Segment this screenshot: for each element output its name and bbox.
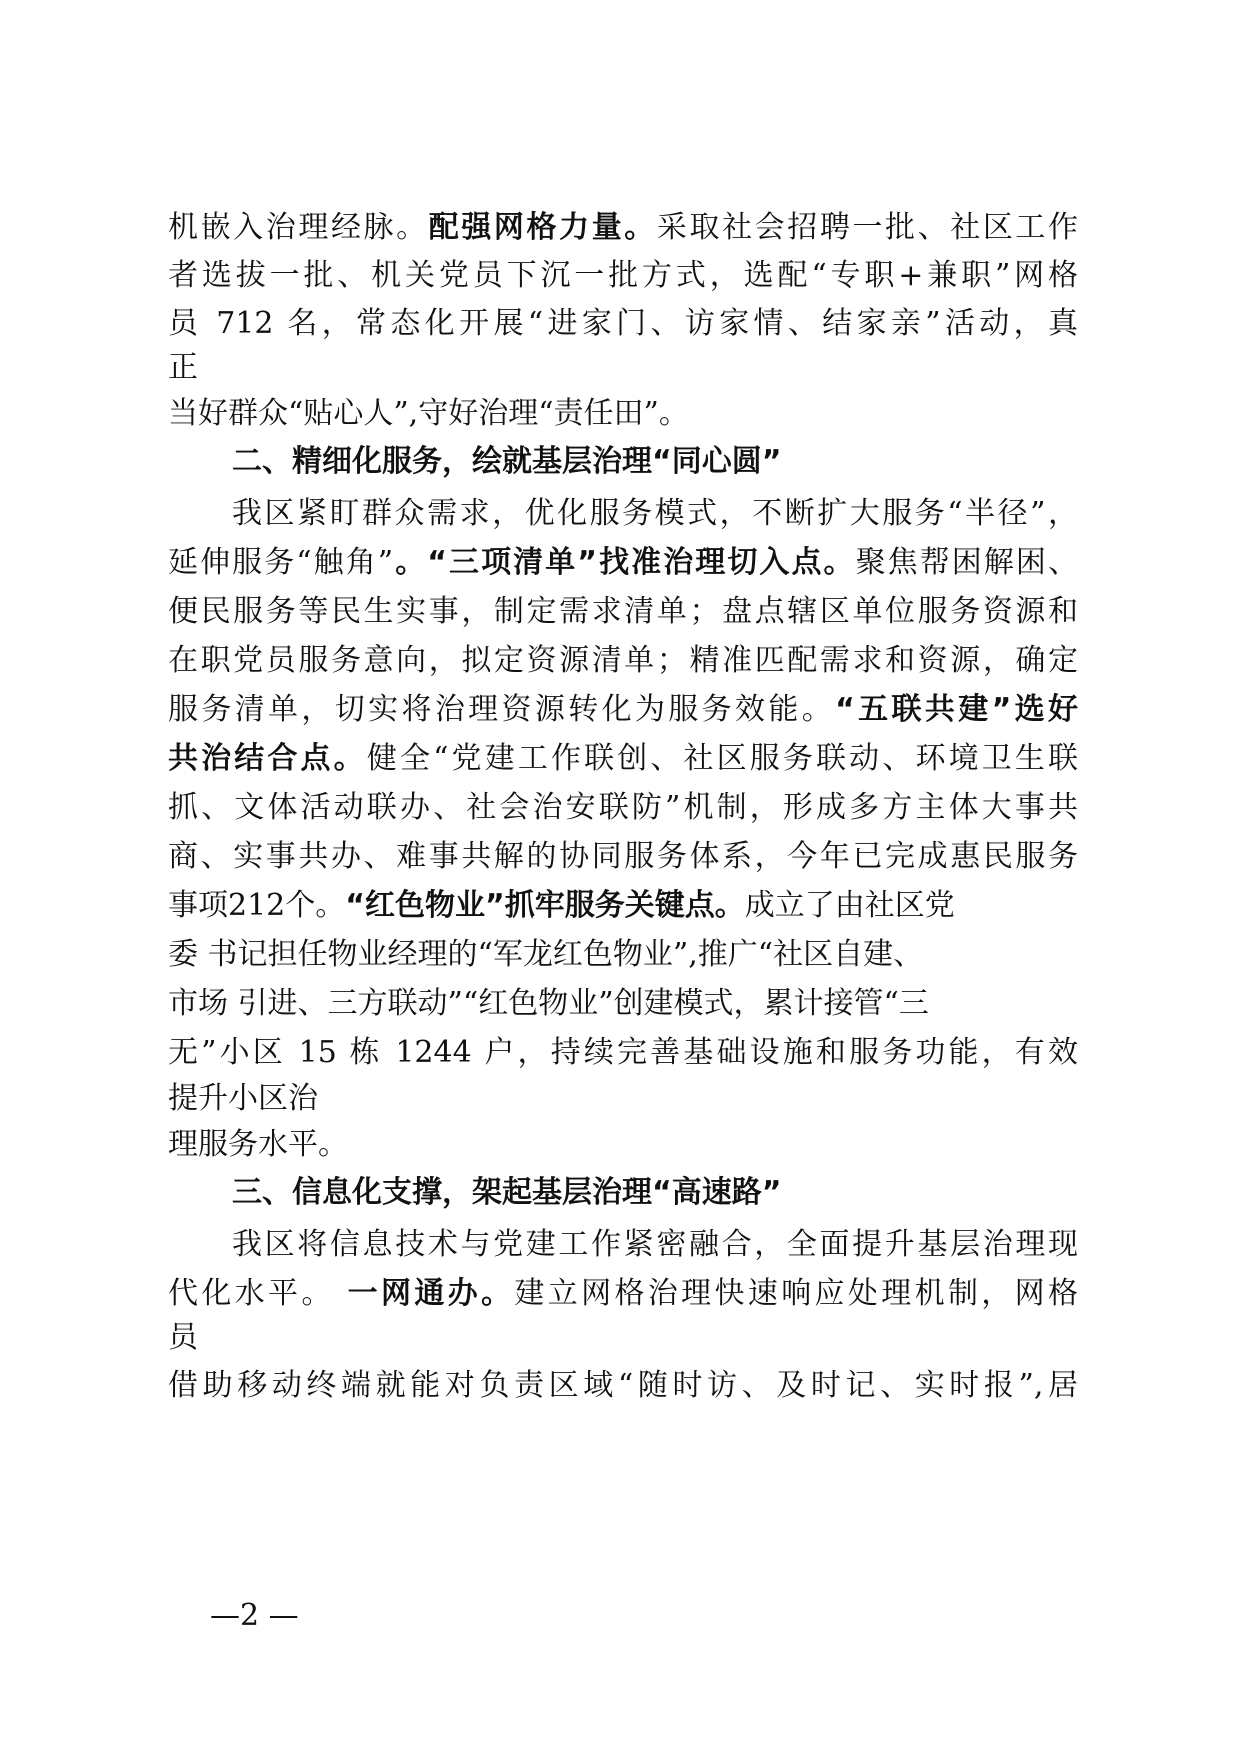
body-line [168,388,1078,440]
text-run: 正 [168,350,198,385]
body-line [168,1360,1078,1412]
body-line [168,880,1078,932]
text-run: 商、实事共办、难事共解的协同服务体系，今年已完成惠民服务 [168,839,1078,874]
text-run: 无”小区 15 栋 1244 户，持续完善基础设施和服务功能，有效 [168,1035,1078,1070]
body-line [168,978,1078,1030]
text-run: 委 书记担任物业经理的“军龙红色物业”,推广“社区自建、 [168,937,924,972]
body-line [168,782,1078,834]
text-run: 延伸服务“触角” [168,545,394,580]
text-run: 员 712 名，常态化开展“进家门、访家情、结家亲”活动，真 [168,306,1078,341]
text-run: 聚焦帮困解困、 [855,545,1078,580]
text-run: 机嵌入治理经脉。 [168,210,429,245]
body-line [168,733,1078,785]
body-line [168,1312,1078,1364]
body-line [168,1119,1078,1171]
body-line [168,586,1078,638]
bold-run: 一网通办。 [347,1276,515,1311]
body-line [168,250,1078,302]
text-run: 借助移动终端就能对负责区域“随时访、及时记、实时报”,居 [168,1368,1078,1403]
text-run: 代化水平。 [168,1276,348,1311]
body-line [168,929,1078,981]
body-line [232,1219,1078,1271]
body-line [168,635,1078,687]
text-run: 健全“党建工作联创、社区服务联动、环境卫生联 [366,741,1078,776]
section-heading-3: 三、信息化支撑，架起基层治理“高速路” [232,1175,782,1210]
text-run: 便民服务等民生实事，制定需求清单；盘点辖区单位服务资源和 [168,594,1078,629]
bold-run: “五联共建”选好 [835,692,1078,727]
text-run: 抓、文体活动联办、社会治安联防”机制，形成多方主体大事共 [168,790,1078,825]
bold-run: 共治结合点。 [168,741,367,776]
text-run: 成立了由社区党 [744,888,955,923]
body-line [168,1027,1078,1079]
body-line [168,342,1078,394]
body-line [168,202,1078,254]
text-run: 采取社会招聘一批、社区工作 [656,210,1078,245]
body-line [168,831,1078,883]
text-run: 员 [168,1320,198,1355]
text-run: 在职党员服务意向，拟定资源清单；精准匹配需求和资源，确定 [168,643,1078,678]
body-line [232,488,1078,540]
bold-run: 配强网格力量。 [428,210,657,245]
body-line [168,1073,1078,1125]
text-run: 我区紧盯群众需求，优化服务模式，不断扩大服务“半径”， [232,496,1078,531]
body-line [168,684,1078,736]
text-run: 当好群众“贴心人”,守好治理“责任田”。 [168,396,689,431]
section-heading-2: 二、精细化服务，绘就基层治理“同心圆” [232,444,782,479]
text-run: 理服务水平。 [168,1127,348,1162]
bold-run: “红色物业”抓牢服务关键点。 [345,888,745,923]
text-run: 事项212个。 [168,888,346,923]
text-run: 提升小区治 [168,1081,318,1116]
body-line [168,537,1078,589]
text-run: 者选拔一批、机关党员下沉一批方式，选配“专职+兼职”网格 [168,258,1078,293]
text-run: 建立网格治理快速响应处理机制，网格 [514,1276,1078,1311]
text-run: 市场 引进、三方联动”“红色物业”创建模式，累计接管“三 [168,986,929,1021]
text-run: 我区将信息技术与党建工作紧密融合，全面提升基层治理现 [232,1227,1078,1262]
text-run: 服务清单，切实将治理资源转化为服务效能。 [168,692,836,727]
page-number: —2 — [210,1598,299,1633]
bold-run: 。“三项清单”找准治理切入点。 [393,545,856,580]
